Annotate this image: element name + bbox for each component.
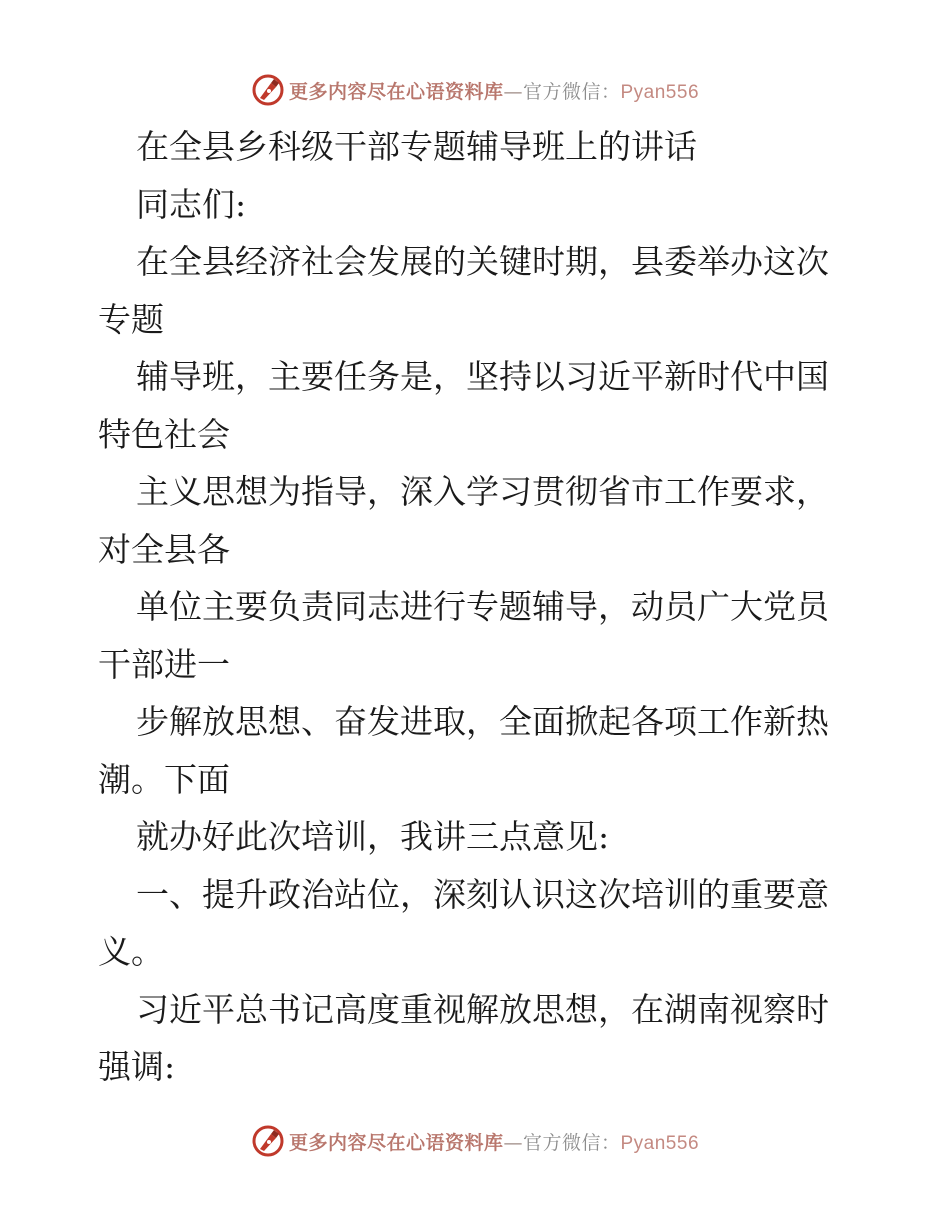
header-banner-main: 更多内容尽在心语资料库 (288, 80, 504, 103)
header-banner-wechat: 官方微信： (522, 80, 621, 103)
document-line: 步解放思想、奋发进取，全面掀起各项工作新热 (136, 702, 829, 741)
document-line: 在全县经济社会发展的关键时期，县委举办这次 (136, 242, 829, 281)
document-line: 潮。下面 (98, 759, 230, 799)
document-body (98, 118, 858, 1096)
footer-banner (0, 1121, 950, 1161)
document-line: 特色社会 (98, 414, 230, 454)
pen-nib-logo-icon (251, 1124, 285, 1158)
document-line: 义。 (98, 932, 164, 971)
footer-banner-wechat: 官方微信： (522, 1131, 621, 1154)
document-line: 同志们: (136, 184, 247, 224)
document-line: 专题 (98, 299, 164, 339)
document-line: 主义思想为指导，深入学习贯彻省市工作要求， (136, 472, 829, 511)
pen-nib-logo-icon (251, 73, 285, 107)
header-banner-dash: — (503, 80, 523, 103)
document-line: 习近平总书记高度重视解放思想，在湖南视察时 (136, 989, 829, 1029)
document-line: 单位主要负责同志进行专题辅导，动员广大党员 (136, 587, 829, 626)
document-line: 强调: (98, 1047, 176, 1086)
document-line: 辅导班，主要任务是，坚持以习近平新时代中国 (136, 357, 829, 396)
footer-banner-main: 更多内容尽在心语资料库 (288, 1131, 504, 1154)
document-title: 在全县乡科级干部专题辅导班上的讲话 (136, 127, 697, 166)
footer-banner-text (289, 1128, 699, 1155)
document-line: 就办好此次培训，我讲三点意见: (136, 817, 610, 856)
header-banner (0, 70, 950, 110)
document-line: 对全县各 (98, 529, 230, 569)
document-line: 干部进一 (98, 644, 230, 684)
document-heading: 一、提升政治站位，深刻认识这次培训的重要意 (136, 874, 829, 914)
footer-banner-inner (251, 1124, 699, 1158)
header-banner-text (289, 77, 699, 104)
footer-banner-dash: — (503, 1131, 523, 1154)
footer-banner-id: Pyan556 (620, 1132, 700, 1154)
header-banner-id: Pyan556 (620, 81, 700, 103)
header-banner-inner (251, 73, 699, 107)
